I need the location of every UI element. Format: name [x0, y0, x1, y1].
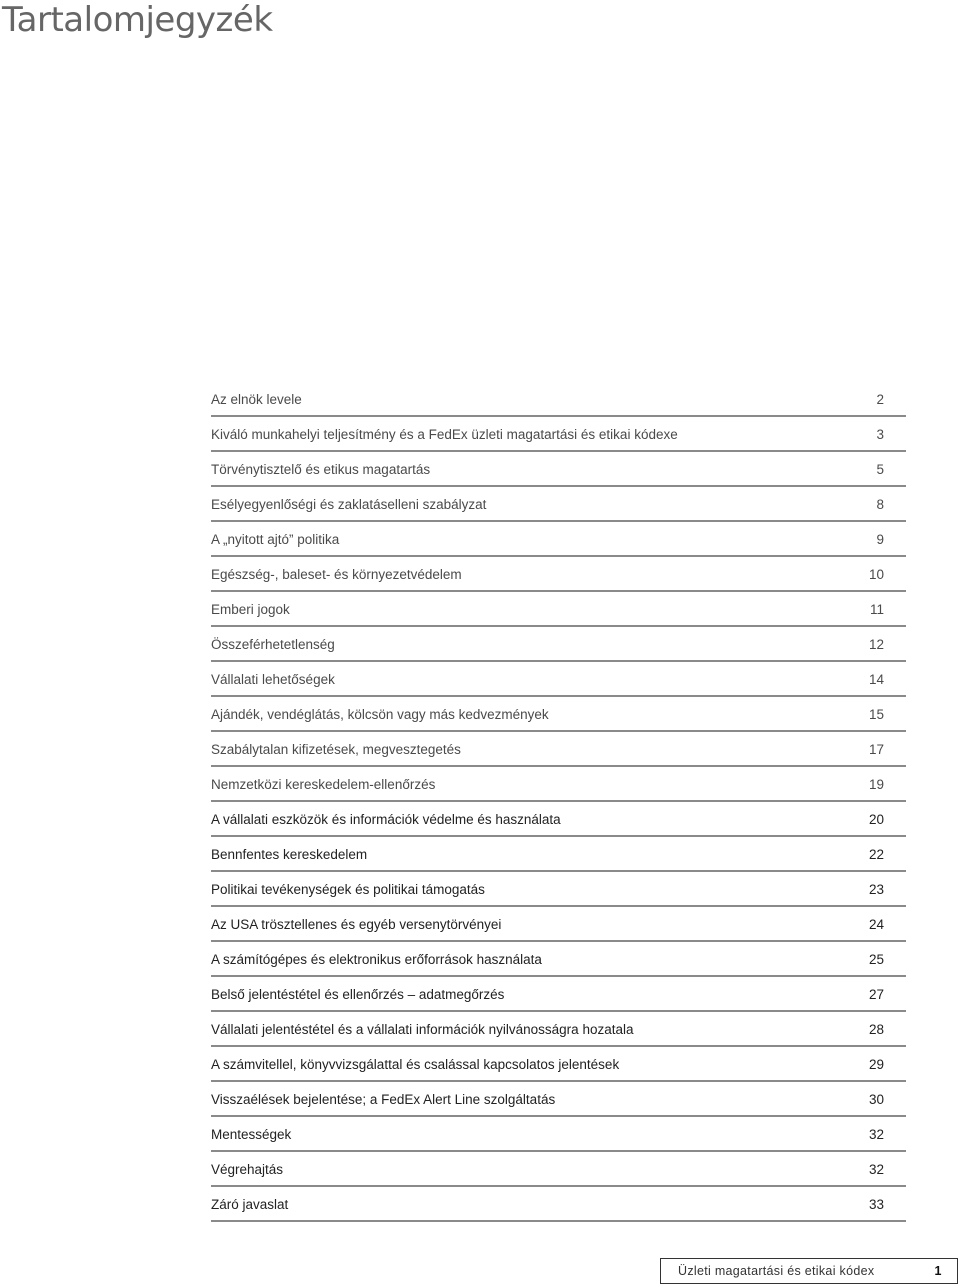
- toc-entry-label: Ajándék, vendéglátás, kölcsön vagy más kedvezmények: [211, 707, 549, 722]
- toc-entry-page: 5: [876, 462, 884, 477]
- toc-entry-page: 19: [868, 777, 884, 792]
- toc-entry[interactable]: [211, 769, 906, 802]
- toc-entry[interactable]: [211, 1119, 906, 1152]
- toc-entry-label: Vállalati lehetőségek: [211, 672, 335, 687]
- toc-entry-label: Szabálytalan kifizetések, megvesztegetés: [211, 742, 461, 757]
- toc-entry[interactable]: [211, 1084, 906, 1117]
- toc-entry-label: Az elnök levele: [211, 392, 302, 407]
- toc-entry-label: Összeférhetetlenség: [211, 637, 335, 652]
- toc-entry-label: A számvitellel, könyvvizsgálattal és csalással kapcsolatos jelentések: [211, 1057, 620, 1072]
- page-title: Tartalomjegyzék: [2, 0, 273, 40]
- toc-entry[interactable]: [211, 944, 906, 977]
- toc-entry-page: 3: [876, 427, 884, 442]
- toc-entry[interactable]: [211, 979, 906, 1012]
- toc-entry[interactable]: [211, 384, 906, 417]
- toc-entry-label: Záró javaslat: [211, 1197, 289, 1212]
- toc-entry-label: Nemzetközi kereskedelem-ellenőrzés: [211, 777, 436, 792]
- toc-entry-page: 22: [868, 847, 884, 862]
- toc-entry[interactable]: [211, 1049, 906, 1082]
- toc-entry-label: Bennfentes kereskedelem: [211, 847, 368, 862]
- toc-entry[interactable]: [211, 909, 906, 942]
- toc-entry-page: 29: [868, 1057, 884, 1072]
- toc-entry-page: 10: [868, 567, 884, 582]
- toc-entry[interactable]: [211, 1014, 906, 1047]
- toc-entry-label: Vállalati jelentéstétel és a vállalati információk nyilvánosságra hozatala: [211, 1022, 634, 1037]
- toc-entry-page: 14: [868, 672, 884, 687]
- toc-entry-label: A számítógépes és elektronikus erőforrások használata: [211, 952, 542, 967]
- toc-entry-label: Belső jelentéstétel és ellenőrzés – adatmegőrzés: [211, 987, 505, 1002]
- toc-entry[interactable]: [211, 839, 906, 872]
- table-of-contents: [211, 384, 906, 1224]
- toc-entry-page: 11: [869, 602, 884, 617]
- toc-entry-label: Esélyegyenlőségi és zaklatáselleni szabályzat: [211, 497, 487, 512]
- toc-entry[interactable]: [211, 594, 906, 627]
- toc-entry[interactable]: [211, 699, 906, 732]
- toc-entry-label: Egészség-, baleset- és környezetvédelem: [211, 567, 462, 582]
- toc-entry-page: 32: [868, 1162, 884, 1177]
- toc-entry-page: 33: [868, 1197, 884, 1212]
- toc-entry[interactable]: [211, 454, 906, 487]
- toc-entry[interactable]: [211, 874, 906, 907]
- toc-entry[interactable]: [211, 524, 906, 557]
- toc-entry-label: A „nyitott ajtó” politika: [211, 532, 340, 547]
- toc-entry-page: 27: [868, 987, 884, 1002]
- toc-entry[interactable]: [211, 489, 906, 522]
- toc-entry-page: 15: [868, 707, 884, 722]
- toc-entry-page: 25: [868, 952, 884, 967]
- toc-entry[interactable]: [211, 1154, 906, 1187]
- toc-entry-page: 20: [868, 812, 884, 827]
- toc-entry[interactable]: [211, 559, 906, 592]
- toc-entry-page: 30: [868, 1092, 884, 1107]
- toc-entry[interactable]: [211, 804, 906, 837]
- toc-entry-label: Törvénytisztelő és etikus magatartás: [211, 462, 431, 477]
- footer-page-number: 1: [934, 1264, 942, 1278]
- toc-entry[interactable]: [211, 419, 906, 452]
- toc-entry-page: 32: [868, 1127, 884, 1142]
- toc-entry[interactable]: [211, 734, 906, 767]
- toc-entry-label: A vállalati eszközök és információk védelme és használata: [211, 812, 561, 827]
- toc-entry-label: Az USA trösztellenes és egyéb versenytörvényei: [211, 917, 502, 932]
- page-footer: [660, 1258, 958, 1284]
- toc-entry-page: 2: [876, 392, 884, 407]
- toc-entry-label: Visszaélések bejelentése; a FedEx Alert Line szolgáltatás: [211, 1092, 556, 1107]
- toc-entry-label: Kiváló munkahelyi teljesítmény és a FedEx üzleti magatartási és etikai kódexe: [211, 427, 678, 442]
- toc-entry-label: Politikai tevékenységek és politikai támogatás: [211, 882, 485, 897]
- toc-entry[interactable]: [211, 629, 906, 662]
- toc-entry-label: Végrehajtás: [211, 1162, 284, 1177]
- toc-entry-page: 28: [868, 1022, 884, 1037]
- toc-entry-page: 24: [868, 917, 884, 932]
- footer-document-title: Üzleti magatartási és etikai kódex: [678, 1264, 875, 1278]
- toc-entry-page: 8: [876, 497, 884, 512]
- toc-entry-page: 17: [868, 742, 884, 757]
- toc-entry-label: Emberi jogok: [211, 602, 290, 617]
- toc-entry[interactable]: [211, 1189, 906, 1222]
- toc-entry-label: Mentességek: [211, 1127, 292, 1142]
- toc-entry-page: 12: [868, 637, 884, 652]
- toc-entry-page: 23: [868, 882, 884, 897]
- toc-entry[interactable]: [211, 664, 906, 697]
- toc-entry-page: 9: [876, 532, 884, 547]
